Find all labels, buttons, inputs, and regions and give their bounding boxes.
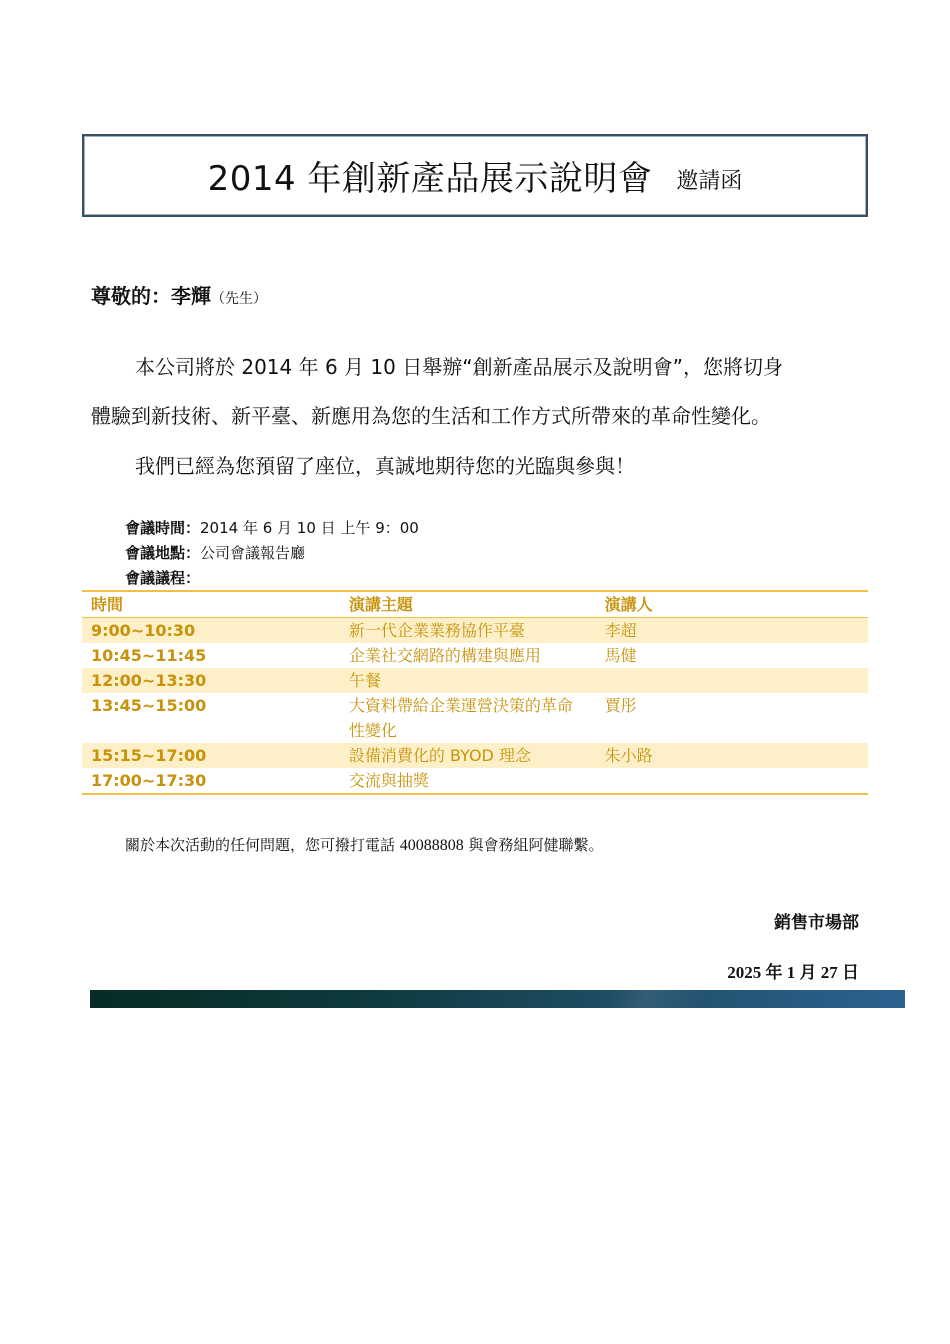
table-row <box>82 768 868 794</box>
table-row <box>82 693 868 743</box>
greeting-label: 尊敬的： <box>91 284 171 308</box>
agenda-header-topic: 演講主題 <box>340 591 596 618</box>
agenda-topic: 交流與抽獎 <box>340 768 596 794</box>
agenda-speaker <box>596 768 868 794</box>
title-box <box>82 134 868 217</box>
recipient-name: 李輝 <box>171 284 211 308</box>
agenda-time: 15:15~17:00 <box>82 743 340 768</box>
footer-bar-highlight <box>610 990 700 1008</box>
agenda-speaker <box>596 668 868 693</box>
agenda-topic: 大資料帶給企業運營決策的革命性變化 <box>348 696 573 740</box>
agenda-time: 12:00~13:30 <box>82 668 340 693</box>
agenda-speaker: 馬健 <box>604 646 637 665</box>
agenda-time: 17:00~17:30 <box>82 768 340 794</box>
meeting-place-value: 公司會議報告廳 <box>200 544 306 562</box>
agenda-header-time: 時間 <box>82 591 340 618</box>
contact-text-after: 與會務組阿健聯繫。 <box>463 836 604 854</box>
agenda-time: 9:00~10:30 <box>82 618 340 644</box>
meeting-place <box>125 542 305 563</box>
footer-decorative-bar <box>90 990 905 1008</box>
agenda-time: 13:45~15:00 <box>91 696 207 715</box>
agenda-speaker: 李超 <box>596 618 868 644</box>
table-row <box>82 743 868 768</box>
body-paragraph-1-line-2: 體驗到新技術、新平臺、新應用為您的生活和工作方式所帶來的革命性變化。 <box>91 404 771 428</box>
agenda-time: 10:45~11:45 <box>91 646 207 665</box>
agenda-topic: 新一代企業業務協作平臺 <box>340 618 596 644</box>
meeting-time-label: 會議時間： <box>125 519 201 537</box>
meeting-time-value: 2014 年 6 月 10 日 上午 9：00 <box>200 519 419 537</box>
signature-department: 銷售市場部 <box>774 913 859 933</box>
table-row <box>82 643 868 668</box>
contact-phone: 40088808 <box>399 837 464 854</box>
signature-date: 2025 年 1 月 27 日 <box>727 963 859 982</box>
greeting <box>91 280 267 309</box>
recipient-honorific: （先生） <box>211 291 267 307</box>
agenda-header-speaker: 演講人 <box>596 591 868 618</box>
meeting-place-label: 會議地點： <box>125 544 201 562</box>
table-row <box>82 668 868 693</box>
agenda-header-row <box>82 591 868 618</box>
body-paragraph-1-line-1: 本公司將於 2014 年 6 月 10 日舉辦“創新產品展示及說明會”，您將切身 <box>135 355 783 379</box>
contact-text-before: 關於本次活動的任何問題，您可撥打電話 <box>125 836 400 854</box>
contact-note <box>125 834 604 855</box>
agenda-speaker: 賈彤 <box>604 696 637 715</box>
page-subtitle: 邀請函 <box>676 169 743 194</box>
meeting-agenda-label: 會議議程： <box>125 569 201 587</box>
body-paragraph-2: 我們已經為您預留了座位，真誠地期待您的光臨與參與！ <box>135 454 635 478</box>
table-row <box>82 618 868 644</box>
agenda-table <box>82 590 868 795</box>
page-title: 2014 年創新產品展示說明會 <box>207 159 653 199</box>
agenda-speaker: 朱小路 <box>596 743 868 768</box>
meeting-time <box>125 517 419 538</box>
agenda-topic: 午餐 <box>340 668 596 693</box>
agenda-topic: 企業社交網路的構建與應用 <box>348 646 541 665</box>
meeting-agenda <box>125 567 200 588</box>
agenda-topic: 設備消費化的 BYOD 理念 <box>340 743 596 768</box>
